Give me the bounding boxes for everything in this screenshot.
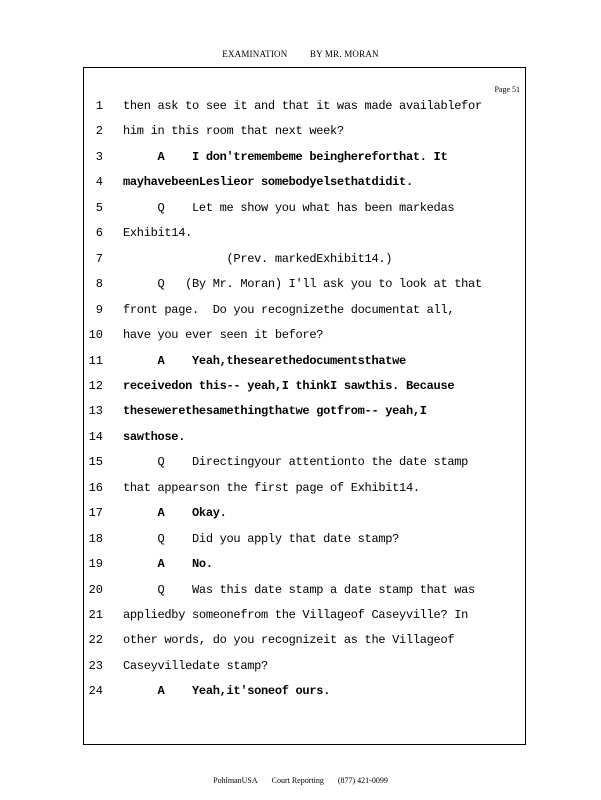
line-number: 5 xyxy=(95,201,103,215)
transcript-line: Q Did you apply that date stamp? xyxy=(123,532,400,546)
header-section: EXAMINATION xyxy=(222,49,288,59)
transcript-line: then ask to see it and that it was made availablefor xyxy=(123,99,482,113)
line-number: 8 xyxy=(95,277,103,291)
transcript-line: Caseyvilledate stamp? xyxy=(123,659,268,673)
line-number: 14 xyxy=(88,430,103,444)
line-number: 3 xyxy=(95,150,103,164)
line-number: 4 xyxy=(95,175,103,189)
transcript-line: appliedby someonefrom the Villageof Caseyville? In xyxy=(123,608,469,622)
transcript-line: Q Directingyour attentionto the date stamp xyxy=(123,455,469,469)
line-number: 24 xyxy=(88,684,103,698)
transcript-line: mayhavebeenLeslieor somebodyelsethatdidit. xyxy=(123,175,413,189)
line-number: 15 xyxy=(88,455,103,469)
line-number: 12 xyxy=(88,379,103,393)
line-number: 11 xyxy=(88,354,103,368)
transcript-line: Q (By Mr. Moran) I'll ask you to look at that xyxy=(123,277,482,291)
line-number: 20 xyxy=(88,583,103,597)
transcript-line: other words, do you recognizeit as the Villageof xyxy=(123,633,455,647)
line-number: 10 xyxy=(88,328,103,342)
footer-phone: (877) 421-0099 xyxy=(337,776,388,785)
page-header xyxy=(0,49,601,59)
transcript-line: A Okay. xyxy=(123,506,227,520)
footer-service: Court Reporting xyxy=(271,776,324,785)
line-number: 19 xyxy=(88,557,103,571)
line-number: 9 xyxy=(95,303,103,317)
transcript-line: that appearson the first page of Exhibit14. xyxy=(123,481,420,495)
transcript-line: sawthose. xyxy=(123,430,186,444)
line-number: 16 xyxy=(88,481,103,495)
transcript-line: thesewerethesamethingthatwe gotfrom-- yeah,I xyxy=(123,404,427,418)
line-number: 22 xyxy=(88,633,103,647)
line-number: 18 xyxy=(88,532,103,546)
transcript-line: (Prev. markedExhibit14.) xyxy=(123,252,393,266)
line-number: 7 xyxy=(95,252,103,266)
line-number: 1 xyxy=(95,99,103,113)
transcript-line: front page. Do you recognizethe documentat all, xyxy=(123,303,455,317)
transcript-line: A No. xyxy=(123,557,213,571)
page-footer xyxy=(0,776,601,785)
line-number: 23 xyxy=(88,659,103,673)
transcript-line: A I don'tremembeme beinghereforthat. It xyxy=(123,150,448,164)
line-number: 6 xyxy=(95,226,103,240)
line-number: 2 xyxy=(95,124,103,138)
line-number: 13 xyxy=(88,404,103,418)
transcript-line: Q Was this date stamp a date stamp that was xyxy=(123,583,475,597)
transcript-line: him in this room that next week? xyxy=(123,124,344,138)
footer-company: PohlmanUSA xyxy=(213,776,258,785)
transcript-line: A Yeah,thesearethedocumentsthatwe xyxy=(123,354,406,368)
header-examiner: BY MR. MORAN xyxy=(309,49,379,59)
transcript-line: have you ever seen it before? xyxy=(123,328,324,342)
transcript-line: receivedon this-- yeah,I thinkI sawthis. Because xyxy=(123,379,455,393)
transcript-line: Q Let me show you what has been markedas xyxy=(123,201,455,215)
transcript-line: Exhibit14. xyxy=(123,226,193,240)
line-number: 21 xyxy=(88,608,103,622)
page-number: Page 51 xyxy=(494,85,520,94)
transcript-line: A Yeah,it'soneof ours. xyxy=(123,684,331,698)
line-number: 17 xyxy=(88,506,103,520)
